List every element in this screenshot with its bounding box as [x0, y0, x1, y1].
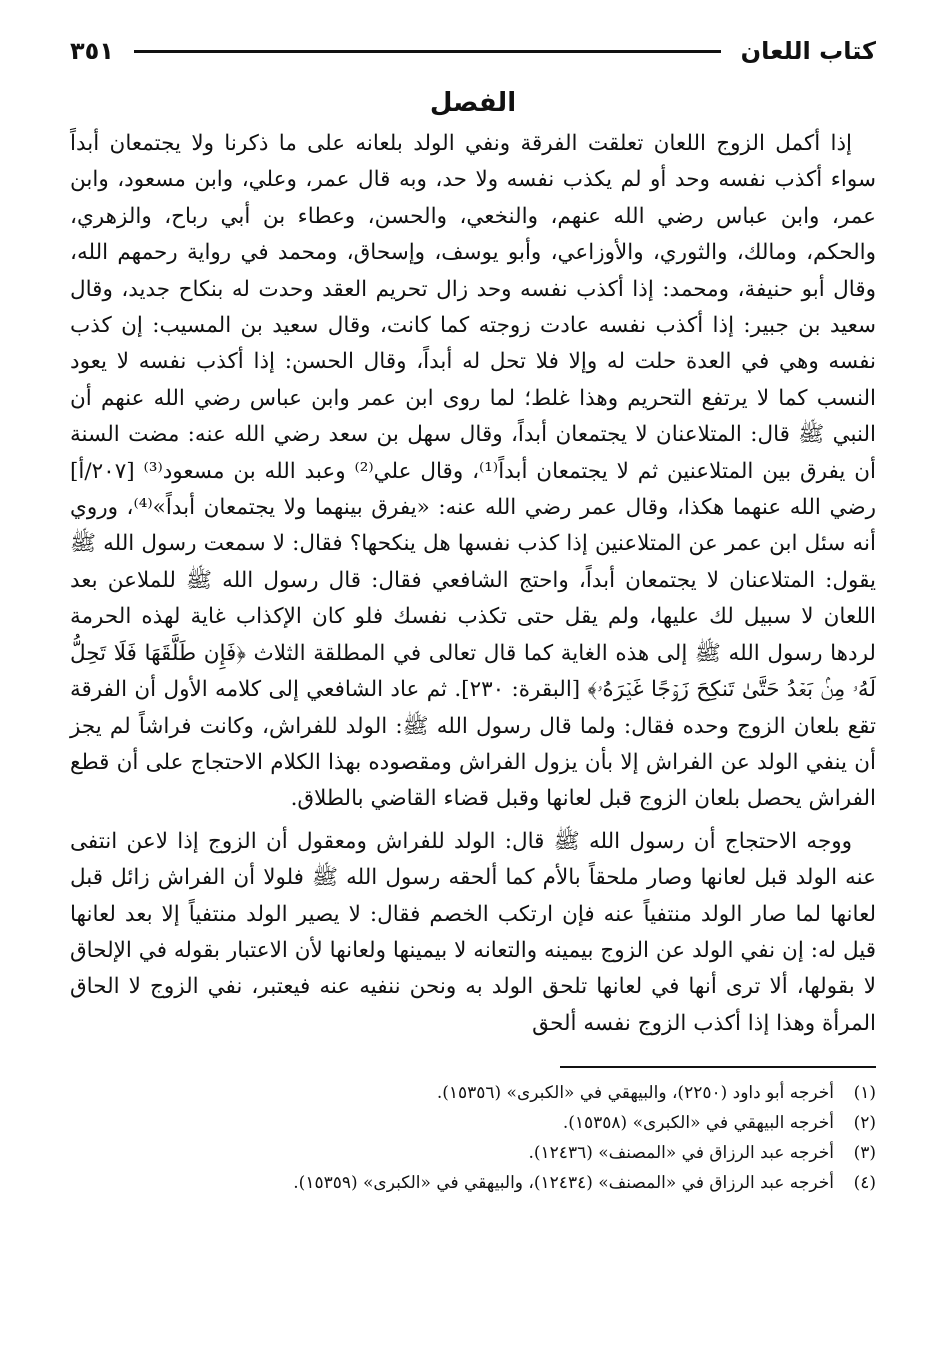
footnote-item — [70, 1168, 876, 1198]
book-page — [70, 28, 876, 1348]
footnote-number: (٤) — [853, 1173, 876, 1194]
footnotes-list — [70, 1078, 876, 1198]
footnote-text: أخرجه عبد الرزاق في «المصنف» (١٢٤٣٤)، والبيهقي في «الكبرى» (١٥٣٥٩). — [293, 1173, 834, 1194]
footnote-text: أخرجه أبو داود (٢٢٥٠)، والبيهقي في «الكبرى» (١٥٣٥٦). — [436, 1083, 834, 1104]
footnote-number: (٢) — [853, 1113, 876, 1134]
body-paragraph-2: ووجه الاحتجاج أن رسول الله ﷺ قال: الولد للفراش ومعقول أن الزوج إذا لاعن انتفى عنه الولد قبل لعانها وصار ملحقاً بالأم كما ألحقه رسول الله ﷺ فلولا أن الفراش زائل قبل لعانها لما صار الولد منتفياً عنه فإن ارتكب الخصم فقال: لا يصير الولد منتفياً إلا بعد لعانها قيل له: إن نفي الولد عن الزوج بيمينه والتعانه لا بيمينها ولعانها لأن الاعتبار بقوله في الإلحاق لا بقولها، ألا ترى أنها في لعانها تلحق الولد به ونحن ننفيه عنه فيعتبر، نفي الزوج لا الحاق المرأة وهذا إذا أكذب الزوج نفسه ألحق — [70, 828, 876, 1036]
body-paragraph-1: إذا أكمل الزوج اللعان تعلقت الفرقة ونفي الولد بلعانه على ما ذكرنا ولا يجتمعان أبداً سواء أكذب نفسه وحد أو لم يكذب نفسه ولا حد، وبه قال عمر، وعلي، وابن مسعود، وابن عمر، وابن عباس رضي الله عنهم، والنخعي، والحسن، وعطاء بن أبي رباح، والزهري، والحكم، ومالك، والثوري، والأوزاعي، وأبو يوسف، وإسحاق، ومحمد في رواية رحمهم الله، وقال أبو حنيفة، ومحمد: إذا أكذب نفسه وحد زال تحريم العقد وحدت له بنكاح جديد، وقال سعيد بن جبير: إذا أكذب نفسه عادت زوجته كما كانت، وقال سعيد بن المسيب: إن كذب نفسه وهي في العدة حلت له وإلا فلا تحل له أبداً، وقال الحسن: إذا أكذب نفسه لا يعود النسب كما لا يرتفع التحريم وهذا غلط؛ لما روى ابن عمر وابن عباس رضي الله عنهم أن النبي ﷺ قال: المتلاعنان لا يجتمعان أبداً، وقال سهل بن سعد رضي الله عنه: مضت السنة أن يفرق بين المتلاعنين ثم لا يجتمعان أبداً⁽¹⁾، وقال علي⁽²⁾ وعبد الله بن مسعود⁽³⁾ [٢٠٧/أ] رضي الله عنهما هكذا، وقال عمر رضي الله عنه: «يفرق بينهما ولا يجتمعان أبداً»⁽⁴⁾، وروي أنه سئل ابن عمر عن المتلاعنين إذا كذب نفسها هل ينكحها؟ فقال: لا سمعت رسول الله ﷺ يقول: المتلاعنان لا يجتمعان أبداً، واحتج الشافعي فقال: قال رسول الله ﷺ للملاعن بعد اللعان لا سبيل لك عليها، ولم يقل حتى تكذب نفسك فلو كان الإكذاب غاية لهذه الحرمة لردها رسول الله ﷺ إلى هذه الغاية كما قال تعالى في المطلقة الثلاث ﴿فَإِن طَلَّقَهَا فَلَا تَحِلُّ لَهُۥ مِنۢ بَعۡدُ حَتَّىٰ تَنكِحَ زَوۡجًا غَيۡرَهُۥ﴾ [البقرة: ٢٣٠]. ثم عاد الشافعي إلى كلامه الأول أن الفرقة تقع بلعان الزوج وحده فقال: ولما قال رسول الله ﷺ: الولد للفراش، وكانت فراشاً لم يجز أن ينفي الولد عن الفراش إلا بأن يزول الفراش ومقصوده بهذا الكلام الاحتجاج على أن قطع الفراش يحصل بلعان الزوج قبل لعانها وقبل قضاء القاضي بالطلاق. — [70, 131, 877, 812]
footnote-text: أخرجه البيهقي في «الكبرى» (١٥٣٥٨). — [562, 1113, 834, 1134]
footnote-number: (١) — [853, 1083, 876, 1104]
footnote-separator — [560, 1066, 876, 1068]
running-header — [70, 28, 876, 74]
footnote-item — [70, 1138, 876, 1168]
book-title: كتاب اللعان — [740, 37, 876, 65]
footnote-item — [70, 1108, 876, 1138]
section-heading: الفصل — [429, 88, 517, 118]
footnote-text: أخرجه عبد الرزاق في «المصنف» (١٢٤٣٦). — [528, 1143, 834, 1164]
header-rule — [134, 50, 721, 53]
footnote-number: (٣) — [853, 1143, 876, 1164]
page-number: ٣٥١ — [70, 37, 114, 65]
footnote-item — [70, 1078, 876, 1108]
